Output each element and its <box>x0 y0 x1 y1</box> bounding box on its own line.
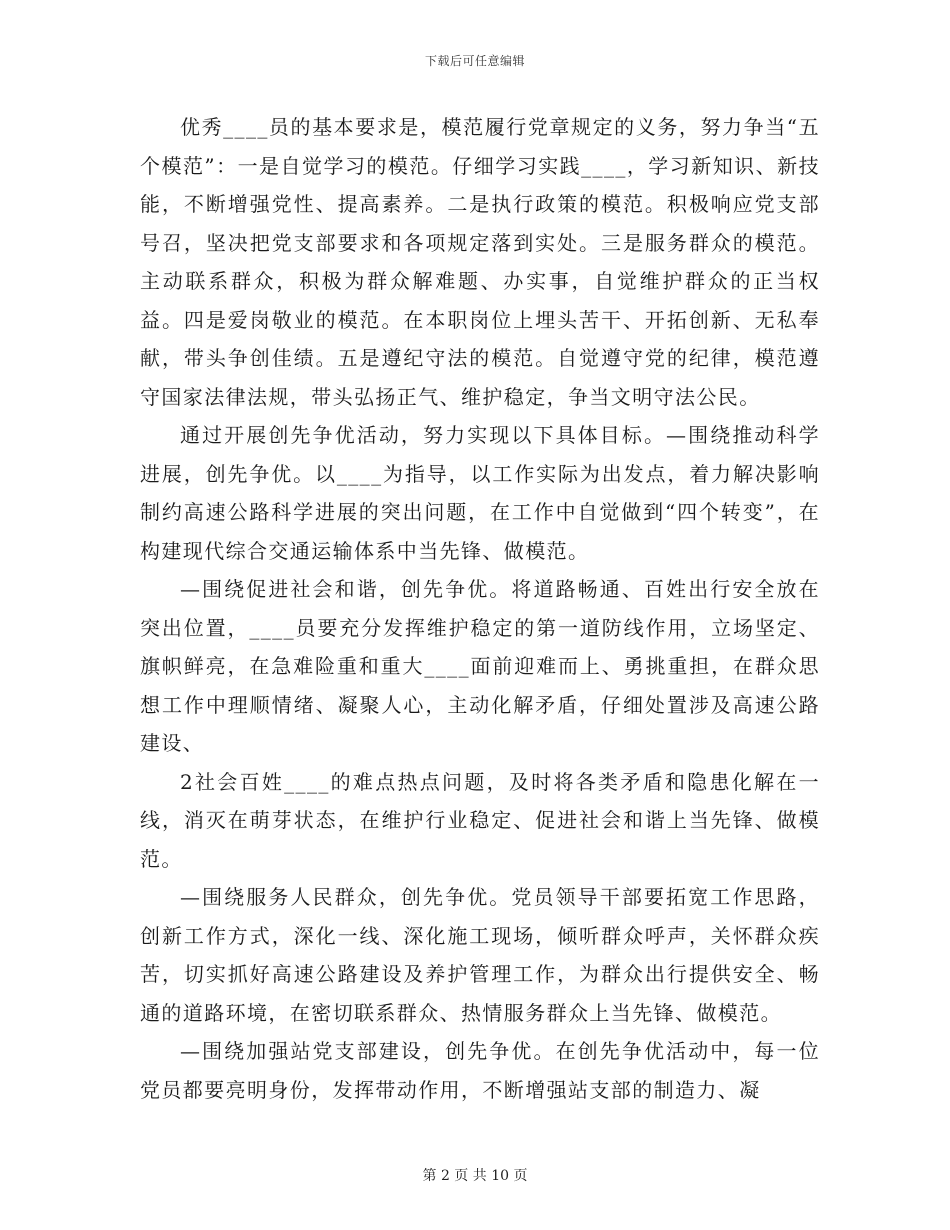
page-header: 下载后可任意编辑 <box>424 54 525 68</box>
paragraph-social-harmony-continued: 2社会百姓____的难点热点问题，及时将各类矛盾和隐患化解在一线，消灭在萌芽状态，在维护行业稳定、促进社会和谐上当先锋、做模范。 <box>140 769 820 871</box>
paragraph-serve-people: —围绕服务人民群众，创先争优。党员领导干部要拓宽工作思路，创新工作方式，深化一线、深化施工现场，倾听群众呼声，关怀群众疾苦，切实抓好高速公路建设及养护管理工作，为群众出行提供安全、畅通的道路环境，在密切联系群众、热情服务群众上当先锋、做模范。 <box>140 885 820 1025</box>
paragraph-social-harmony: —围绕促进社会和谐，创先争优。将道路畅通、百姓出行安全放在突出位置，____员要充分发挥维护稳定的第一道防线作用，立场坚定、旗帜鲜亮，在急难险重和重大____面前迎难而上、勇挑重担，在群众思想工作中理顺情绪、凝聚人心，主动化解矛盾，仔细处置涉及高速公路建设、 <box>140 577 820 755</box>
paragraph-five-models: 优秀____员的基本要求是，模范履行党章规定的义务，努力争当“五个模范”：一是自觉学习的模范。仔细学习实践____，学习新知识、新技能，不断增强党性、提高素养。二是执行政策的模范。积极响应党支部号召，坚决把党支部要求和各项规定落到实处。三是服务群众的模范。主动联系群众，积极为群众解难题、办实事，自觉维护群众的正当权益。四是爱岗敬业的模范。在本职岗位上埋头苦干、开拓创新、无私奉献，带头争创佳绩。五是遵纪守法的模范。自觉遵守党的纪律，模范遵守国家法律法规，带头弘扬正气、维护稳定，争当文明守法公民。 <box>140 115 820 409</box>
paragraph-goals-science-progress: 通过开展创先争优活动，努力实现以下具体目标。—围绕推动科学进展，创先争优。以____为指导，以工作实际为出发点，着力解决影响制约高速公路科学进展的突出问题，在工作中自觉做到“四个转变”，在构建现代综合交通运输体系中当先锋、做模范。 <box>140 423 820 563</box>
page-number-footer: 第 2 页 共 10 页 <box>422 1168 528 1184</box>
paragraph-party-branch: —围绕加强站党支部建设，创先争优。在创先争优活动中，每一位党员都要亮明身份，发挥带动作用，不断增强站支部的制造力、凝 <box>140 1039 820 1102</box>
document-body <box>140 108 820 1109</box>
